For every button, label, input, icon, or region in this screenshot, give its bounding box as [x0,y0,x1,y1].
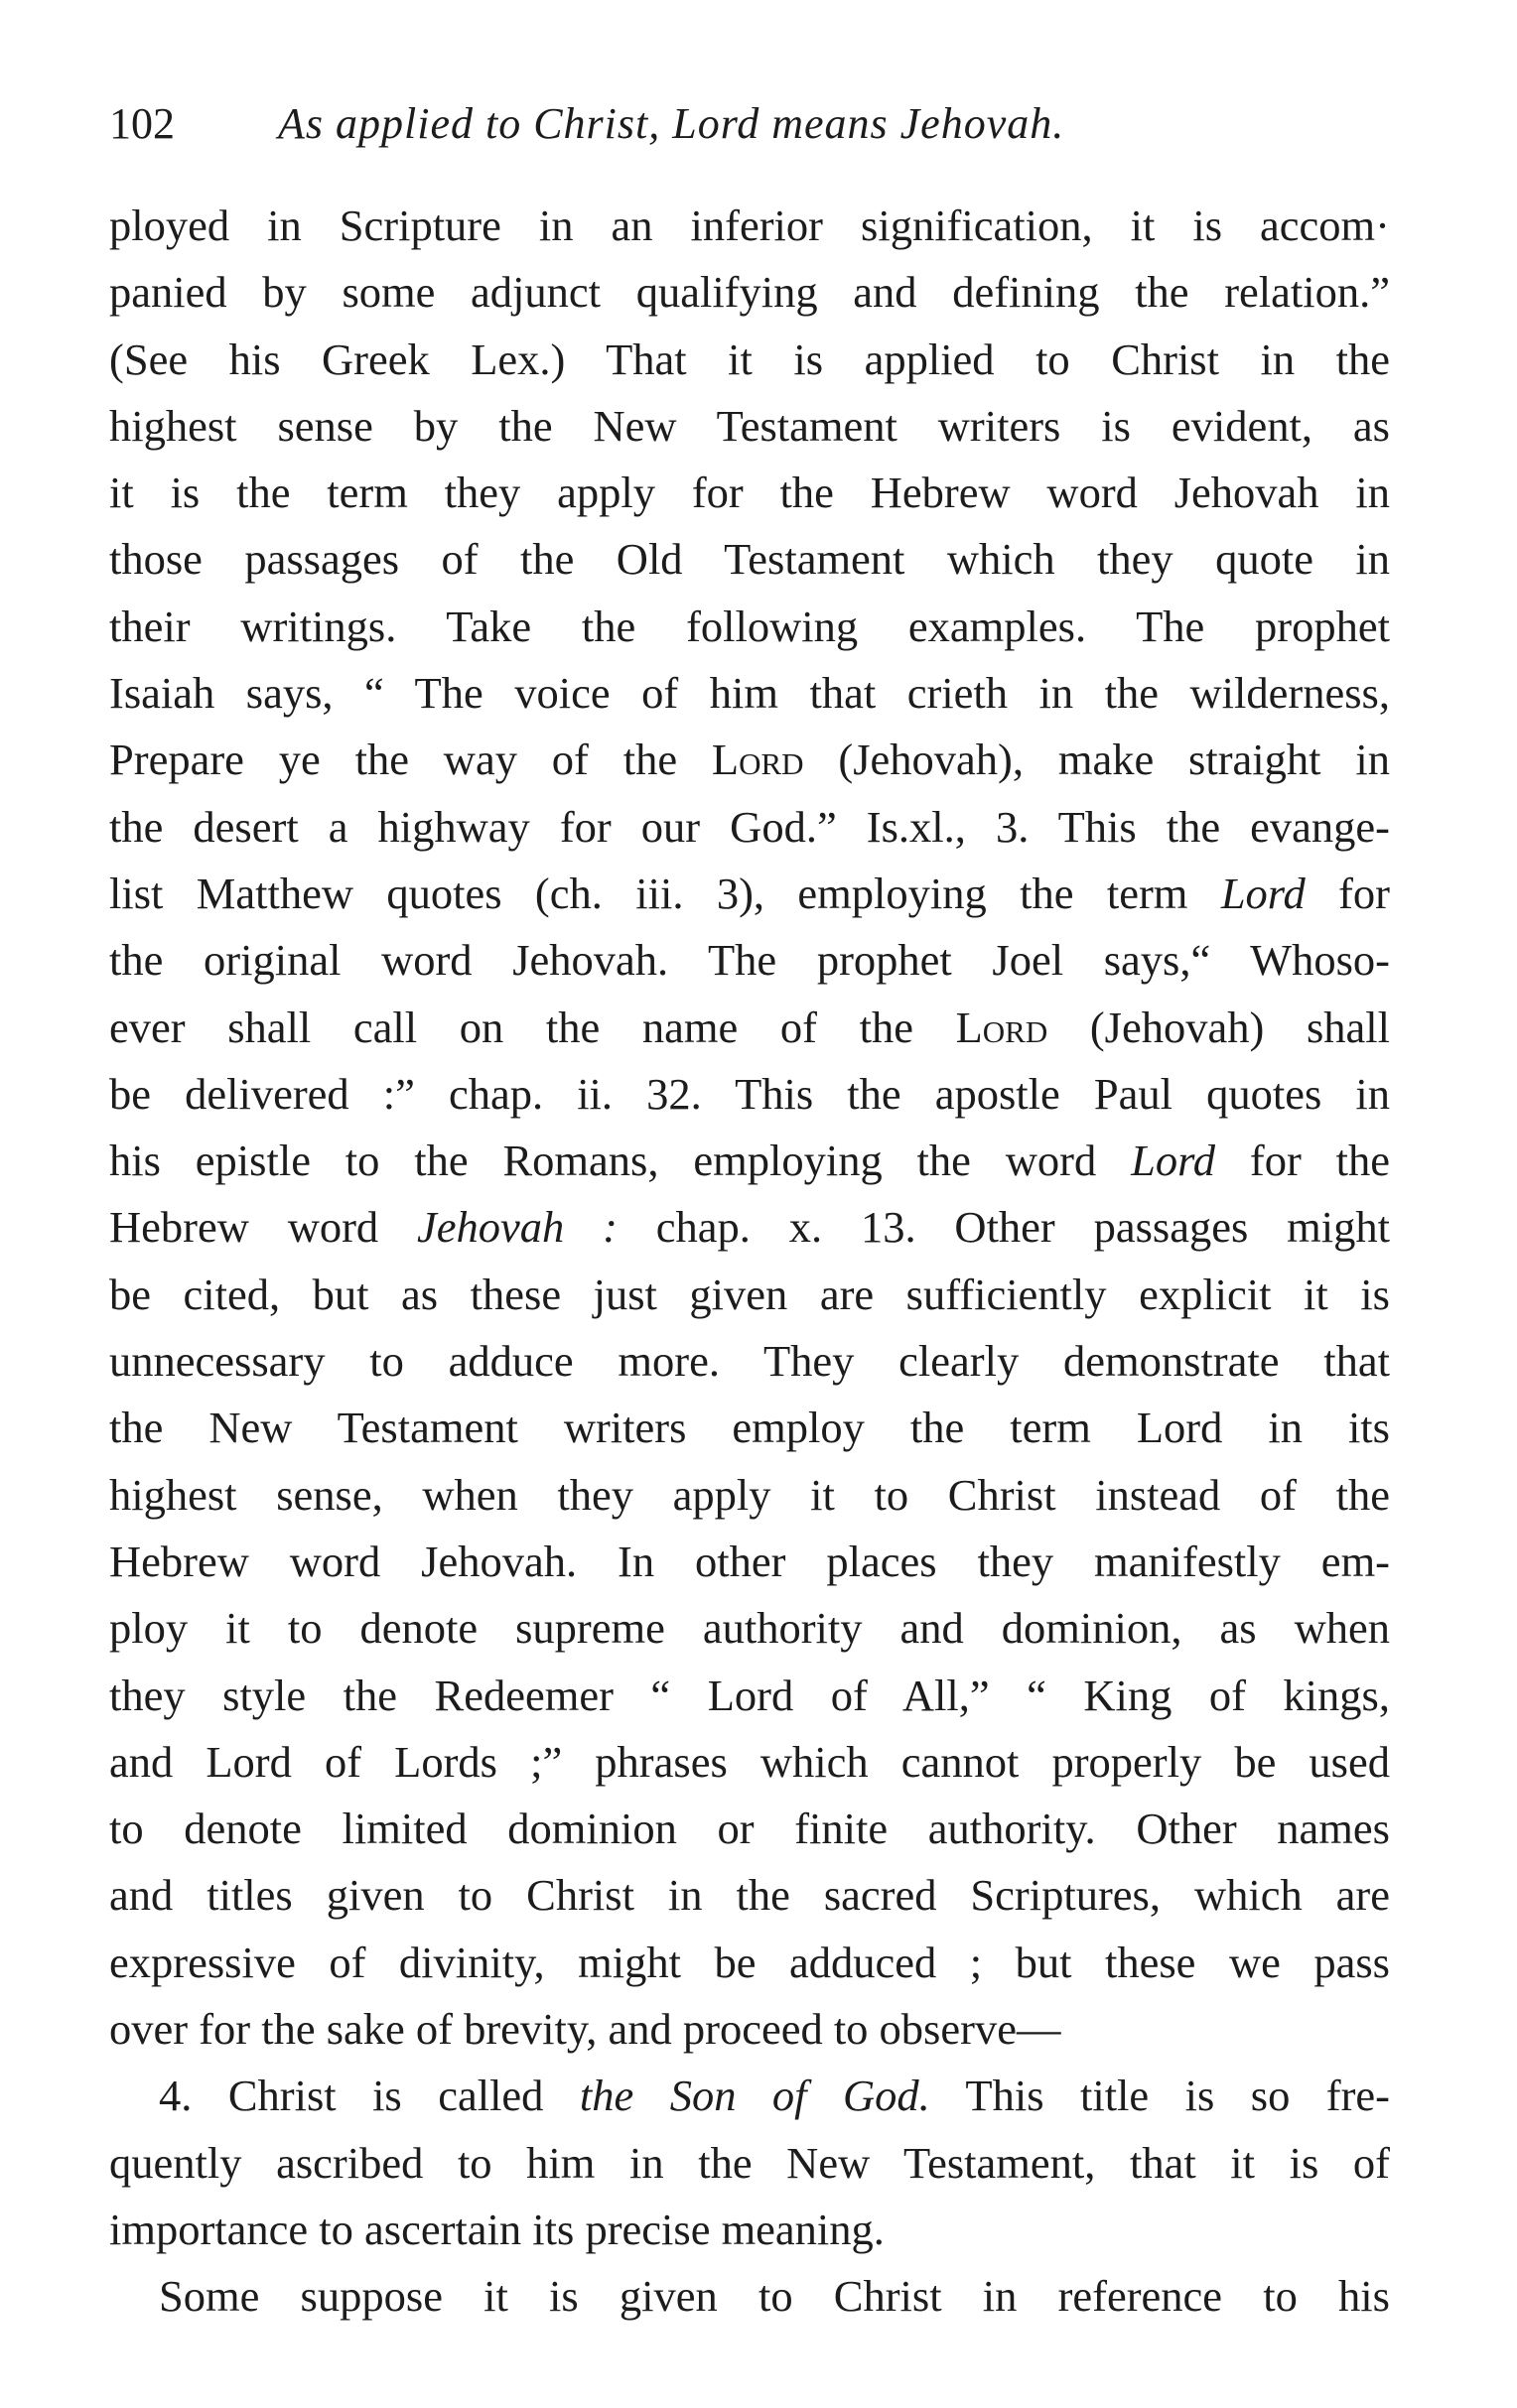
text-line [109,995,1390,1061]
text-line: Hebrew word Jehovah. In other places they manifestly em- [109,1536,1390,1586]
text-segment: 4. Christ is called [159,2071,580,2121]
book-page [109,79,1390,2331]
italic-jehovah: Jehovah : [417,1202,618,1253]
text-line: the New Testament writers employ the term Lord in its [109,1403,1390,1453]
text-line: the original word Jehovah. The prophet Joel says,“ Whoso- [109,935,1390,986]
text-line: over for the sake of brevity, and proceed to observe— [109,2004,1061,2055]
text-line: and titles given to Christ in the sacred Scriptures, which are [109,1870,1390,1921]
text-segment: for [1305,868,1391,918]
text-line: highest sense by the New Testament writers is evident, as [109,400,1390,451]
text-line: it is the term they apply for the Hebrew word Jehovah in [109,468,1390,518]
text-segment: for the [1215,1136,1390,1186]
text-line: their writings. Take the following examples. The prophet [109,601,1390,651]
text-line: highest sense, when they apply it to Christ instead of the [109,1469,1390,1520]
small-caps-lord: Lord [711,735,804,785]
italic-lord: Lord [1220,868,1306,918]
text-segment: Hebrew word [109,1202,417,1253]
text-line: (See his Greek Lex.) That it is applied to Christ in the [109,334,1390,384]
text-segment: This title is so fre- [929,2071,1390,2121]
text-line: be delivered :” chap. ii. 32. This the apostle Paul quotes in [109,1068,1390,1119]
body-text [109,193,1390,2331]
text-line: Some suppose it is given to Christ in reference to his [159,2271,1390,2322]
text-segment: Prepare ye the way of the [109,735,712,785]
text-segment: list Matthew quotes (ch. iii. 3), employing the term [109,868,1221,918]
text-line: ploy it to denote supreme authority and dominion, as when [109,1603,1390,1654]
text-line: expressive of divinity, might be adduced ; but these we pass [109,1937,1390,1987]
text-line: Isaiah says, “ The voice of him that crieth in the wilderness, [109,668,1390,719]
text-segment: (Jehovah) shall [1047,1002,1390,1052]
text-line: the desert a highway for our God.” Is.xl., 3. This the evange- [109,801,1390,852]
italic-son-of-god: the Son of God. [579,2071,930,2121]
text-line: and Lord of Lords ;” phrases which cannot properly be used [109,1736,1390,1787]
text-line: importance to ascertain its precise meaning. [109,2204,885,2254]
text-line [109,861,1390,927]
text-line: those passages of the Old Testament which they quote in [109,534,1390,585]
small-caps-lord: Lord [955,1002,1048,1052]
text-segment: chap. x. 13. Other passages might [617,1202,1390,1253]
text-line: ployed in Scripture in an inferior signification, it is accom· [109,201,1390,250]
text-line: panied by some adjunct qualifying and defining the relation.” [109,267,1390,318]
text-line [109,1128,1390,1194]
text-line: they style the Redeemer “ Lord of All,” “ King of kings, [109,1670,1390,1720]
text-segment: (Jehovah), make straight in [803,735,1390,785]
text-line: be cited, but as these just given are sufficiently explicit it is [109,1269,1390,1319]
text-line [109,2063,1390,2129]
page-number: 102 [109,99,175,148]
text-line: to denote limited dominion or finite authority. Other names [109,1804,1390,1854]
running-head [109,79,1390,169]
text-line [109,727,1390,793]
text-segment: ever shall call on the name of the [109,1002,956,1052]
italic-lord: Lord [1131,1136,1216,1186]
text-line [109,1194,1390,1261]
text-segment: his epistle to the Romans, employing the word [109,1136,1132,1186]
text-line: quently ascribed to him in the New Testament, that it is of [109,2137,1390,2188]
running-title: As applied to Christ, Lord means Jehovah. [278,99,1065,148]
text-line: unnecessary to adduce more. They clearly demonstrate that [109,1336,1390,1387]
